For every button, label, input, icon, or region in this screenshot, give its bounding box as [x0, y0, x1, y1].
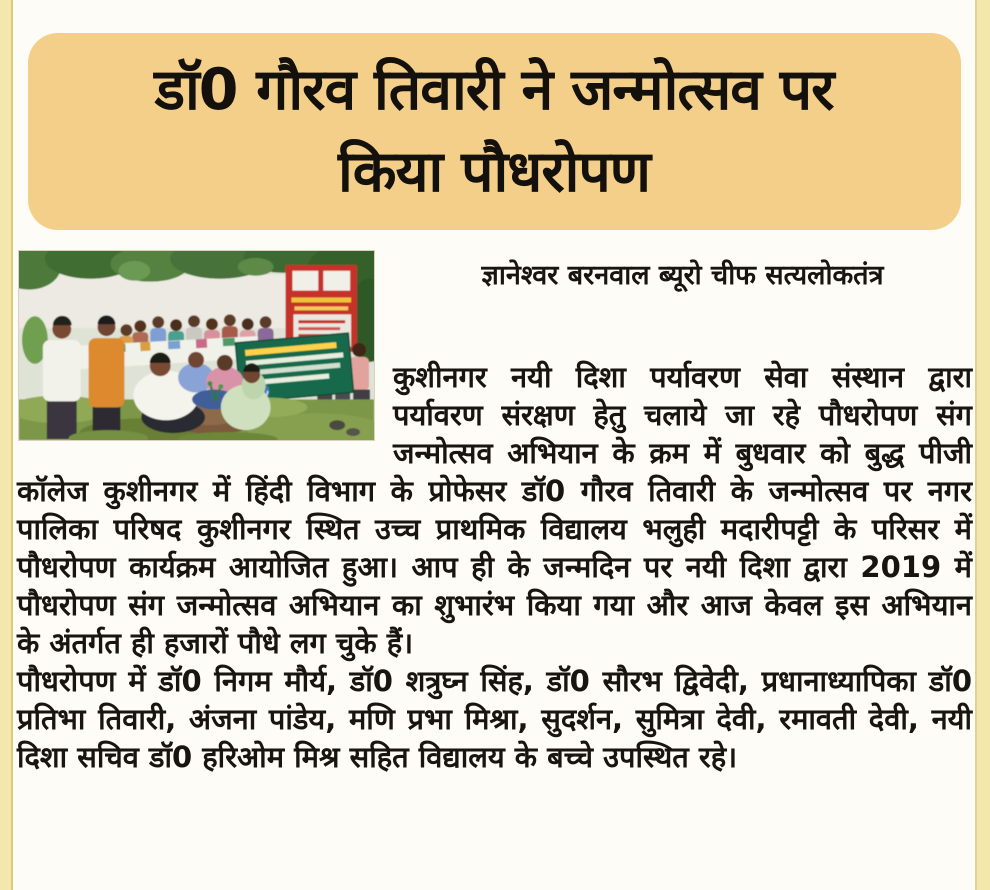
headline-line-1: डॉ0 गौरव तिवारी ने जन्मोत्सव पर — [154, 57, 834, 123]
headline-line-2: किया पौधरोपण — [337, 138, 651, 205]
byline: ज्ञानेश्वर बरनवाल ब्यूरो चीफ सत्यलोकतंत्र — [481, 260, 884, 291]
article-body — [15, 250, 973, 776]
plantation-group-photo — [18, 250, 375, 441]
article-paragraph-1: कुशीनगर नयी दिशा पर्यावरण सेवा संस्थान द्वारा पर्यावरण संरक्षण हेतु चलाये जा रहे पौधरोपण संग जन्मोत्सव अभियान के क्रम में बुधवार को बुद्ध पीजी कॉलेज कुशीनगर में हिंदी विभाग के प्रोफेसर डॉ0 गौरव तिवारी के जन्मोत्सव पर नगर पालिका परिषद कुशीनगर स्थित उच्च प्राथमिक विद्यालय भलुही मदारीपट्टी के परिसर में पौधरोपण कार्यक्रम आयोजित हुआ। आप ही के जन्मदिन पर नयी दिशा द्वारा 2019 में पौधरोपण संग जन्मोत्सव अभियान का शुभारंभ किया गया और आज केवल इस अभियान के अंतर्गत ही हजारों पौधे लग चुके हैं। — [17, 360, 972, 660]
left-edge-strip — [0, 0, 13, 890]
right-edge-strip — [975, 0, 990, 890]
plantation-photo-illustration — [19, 251, 374, 440]
clipping-content — [15, 0, 973, 890]
headline-box — [28, 33, 961, 230]
article-paragraph-2: पौधरोपण में डॉ0 निगम मौर्य, डॉ0 शत्रुघ्न सिंह, डॉ0 सौरभ द्विवेदी, प्रधानाध्यापिका डॉ0 प्रतिभा तिवारी, अंजना पांडेय, मणि प्रभा मिश्रा, सुदर्शन, सुमित्रा देवी, रमावती देवी, नयी दिशा सचिव डॉ0 हरिओम मिश्र सहित विद्यालय के बच्चे उपस्थित रहे। — [17, 664, 972, 774]
